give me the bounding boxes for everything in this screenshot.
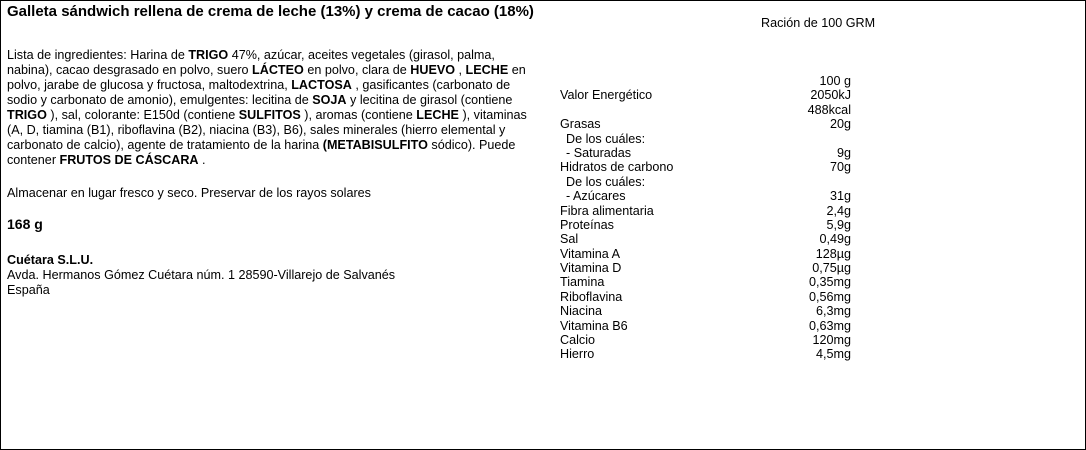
allergen-text: FRUTOS DE CÁSCARA [59,153,199,167]
nutrient-value: 120mg [812,333,851,348]
ingredient-text: sódico). Puede contener [7,138,516,167]
company-country: España [7,283,50,297]
nutrition-row [560,132,860,146]
nutrient-label: Riboflavina [560,289,623,304]
nutrition-row [560,319,860,333]
allergen-text: SULFITOS [238,108,301,122]
product-title-block [7,4,547,20]
net-weight: 168 g [7,216,43,232]
nutrition-table [560,74,860,362]
nutrition-row [560,247,860,261]
ingredient-text: , [455,63,466,77]
nutrient-value: 5,9g [826,217,851,232]
nutrient-label: Vitamina B6 [560,318,628,333]
nutrient-label: Vitamina D [560,261,622,276]
nutrient-value: 0,35mg [808,275,851,290]
nutrient-value: 0,63mg [808,318,851,333]
nutrient-label: Valor Energético [560,88,653,103]
nutrient-value: 9g [836,145,851,160]
nutrient-label: Hidratos de carbono [560,160,674,175]
ingredient-text: 47%, azúcar, aceites vegetales (girasol, palma, nabina), cacao desgrasado en polvo, suero [7,48,495,77]
ingredient-text: y lecitina de girasol (contiene [346,93,513,107]
nutrient-label: Proteínas [560,217,614,232]
nutrition-row [560,103,860,117]
ingredient-text: . [198,153,206,167]
storage-instructions: Almacenar en lugar fresco y seco. Preservar de los rayos solares [7,186,371,200]
nutrient-value: 100 g [819,74,851,88]
nutrition-row [560,290,860,304]
nutrition-row [560,333,860,347]
nutrition-row [560,175,860,189]
nutrition-row [560,117,860,131]
nutrient-value: 0,49g [819,232,851,247]
nutrient-label: Calcio [560,333,595,348]
nutrient-label: Tiamina [560,275,605,290]
nutrient-value: 6,3mg [815,304,851,319]
nutrient-label: Grasas [560,117,601,132]
nutrition-row [560,347,860,361]
ingredient-text: ), vitaminas (A, D, tiamina (B1), riboflavina (B2), niacina (B3), B6), sales minerales (hierro elemental y carbonato de calcio), agente de tratamiento de la harina [7,108,527,152]
nutrient-label: De los cuáles: [566,174,646,189]
allergen-text: LECHE [416,108,459,122]
nutrition-row [560,218,860,232]
nutrient-value: 0,75µg [812,261,851,276]
nutrient-label: De los cuáles: [566,131,646,146]
nutrient-label: - Saturadas [566,145,632,160]
allergen-text: LACTOSA [291,78,352,92]
nutrient-label: Fibra alimentaria [560,203,654,218]
allergen-text: TRIGO [188,48,229,62]
ingredient-text: , gasificantes (carbonato de sodio y carbonato de amonio), emulgentes: lecitina de [7,78,511,107]
ingredient-text: en polvo, clara de [303,63,411,77]
nutrient-value: 2050kJ [810,88,851,103]
nutrient-label: - Azúcares [566,189,626,204]
allergen-text: LÁCTEO [252,63,304,77]
ingredient-text: ), aromas (contiene [300,108,417,122]
allergen-text: HUEVO [410,63,456,77]
company-address: Avda. Hermanos Gómez Cuétara núm. 1 28590-Villarejo de Salvanés [7,268,396,282]
nutrition-row [560,304,860,318]
nutrition-row [560,275,860,289]
nutrient-value: 2,4g [826,203,851,218]
company-info [7,253,395,298]
nutrient-value: 0,56mg [808,289,851,304]
allergen-text: SOJA [312,93,347,107]
nutrient-label: Hierro [560,347,595,362]
nutrient-label: Sal [560,232,579,247]
nutrition-row [560,261,860,275]
nutrient-value: 20g [829,117,851,132]
nutrition-row [560,204,860,218]
nutrition-row [560,146,860,160]
nutrition-row [560,189,860,203]
nutrient-value: 70g [829,160,851,175]
ingredients-list [7,48,527,168]
nutrient-value: 31g [829,189,851,204]
company-name: Cuétara S.L.U. [7,253,94,267]
ingredient-text: Lista de ingredientes: Harina de [7,48,189,62]
allergen-text: TRIGO [7,108,47,122]
nutrient-value: 488kcal [807,102,851,117]
ingredient-text: en polvo, jarabe de glucosa y fructosa, maltodextrina, [7,63,526,92]
nutrition-row [560,88,860,102]
product-title: Galleta sándwich rellena de crema de leche (13%) y crema de cacao (18%) [7,3,534,20]
nutrient-value: 4,5mg [815,347,851,362]
nutrient-label: Niacina [560,304,602,319]
nutrient-value: 128µg [815,246,851,261]
ingredient-text: ), sal, colorante: E150d (contiene [46,108,239,122]
nutrition-row [560,74,860,88]
nutrient-label: Vitamina A [560,246,620,261]
allergen-text: (METABISULFITO [322,138,428,152]
nutrition-row [560,232,860,246]
allergen-text: LECHE [465,63,509,77]
nutrition-row [560,160,860,174]
nutrition-header: Ración de 100 GRM [761,16,876,30]
